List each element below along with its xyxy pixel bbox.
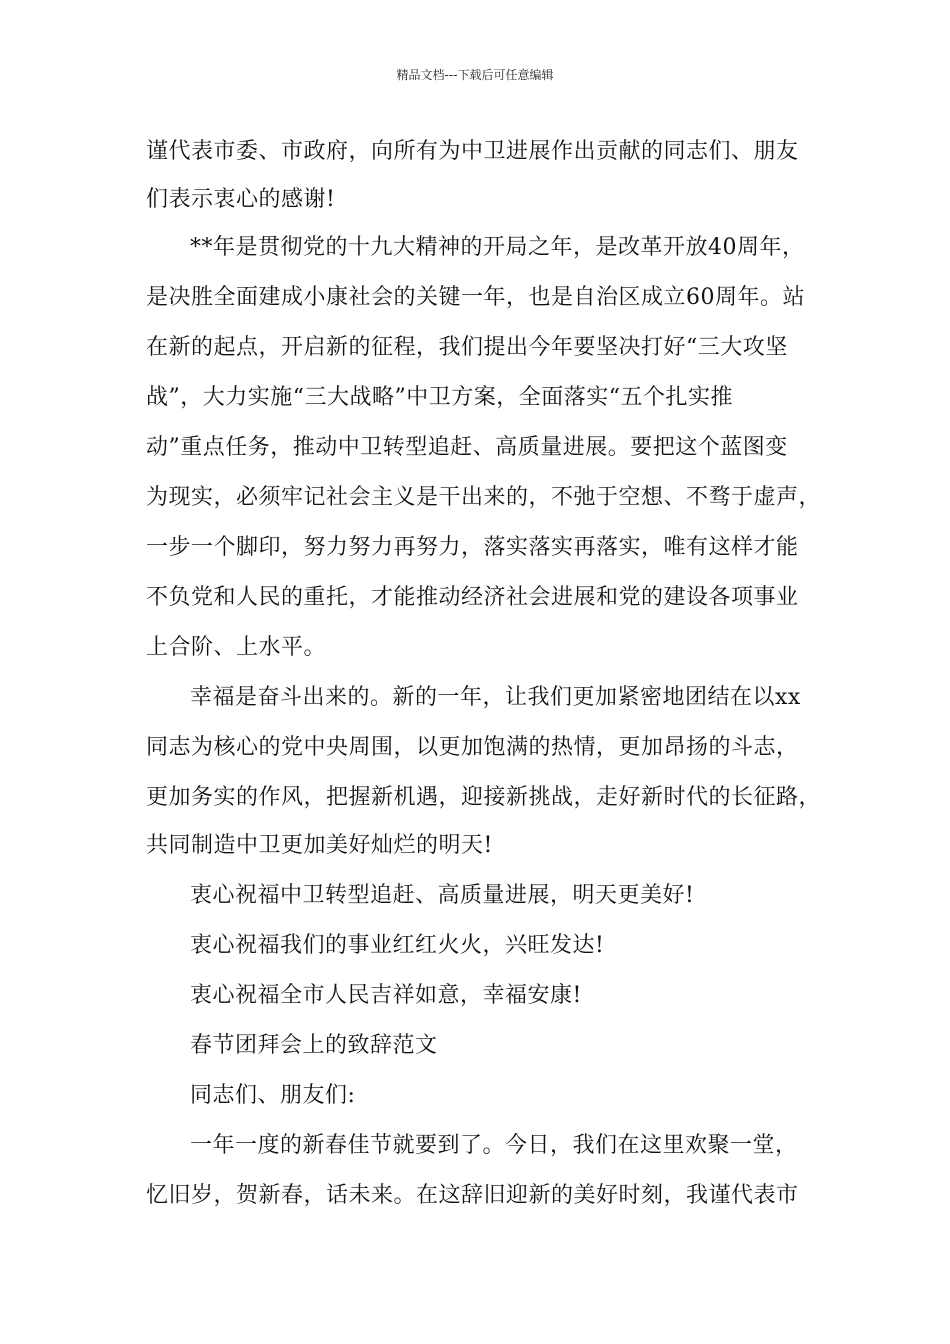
blessing-line: 衷心祝福我们的事业红红火火，兴旺发达! xyxy=(190,933,605,958)
body-line: 一步一个脚印，努力努力再努力，落实落实再落实，唯有这样才能 xyxy=(146,535,799,560)
body-line: 同志为核心的党中央周围，以更加饱满的热情，更加昂扬的斗志， xyxy=(146,735,799,760)
body-line: 上合阶、上水平。 xyxy=(146,635,327,660)
body-line: 忆旧岁，贺新春，话未来。在这辞旧迎新的美好时刻，我谨代表市 xyxy=(146,1183,799,1208)
body-line: 更加务实的作风，把握新机遇，迎接新挑战，走好新时代的长征路， xyxy=(146,785,822,810)
blessing-line: 衷心祝福全市人民吉祥如意，幸福安康! xyxy=(190,983,582,1008)
paragraph-first-line: 幸福是奋斗出来的。新的一年，让我们更加紧密地团结在以xx xyxy=(190,685,801,710)
salutation: 同志们、朋友们: xyxy=(190,1083,356,1108)
body-line: 在新的起点，开启新的征程，我们提出今年要坚决打好“三大攻坚 xyxy=(146,335,788,360)
body-line: 谨代表市委、市政府，向所有为中卫进展作出贡献的同志们、朋友 xyxy=(146,139,799,164)
paragraph-first-line: 一年一度的新春佳节就要到了。今日，我们在这里欢聚一堂， xyxy=(190,1133,798,1158)
body-line: 不负党和人民的重托，才能推动经济社会进展和党的建设各项事业 xyxy=(146,585,799,610)
body-line: 动”重点任务，推动中卫转型追赶、高质量进展。要把这个蓝图变 xyxy=(146,435,788,460)
blessing-line: 衷心祝福中卫转型追赶、高质量进展，明天更美好! xyxy=(190,883,695,908)
body-line: 为现实，必须牢记社会主义是干出来的，不弛于空想、不骛于虚声， xyxy=(146,485,822,510)
body-line: 战”，大力实施“三大战略”中卫方案，全面落实“五个扎实推 xyxy=(146,385,733,410)
body-line: 共同制造中卫更加美好灿烂的明天! xyxy=(146,833,493,858)
body-line: 们表示衷心的感谢! xyxy=(146,187,336,212)
section-title: 春节团拜会上的致辞范文 xyxy=(190,1033,438,1058)
page-header: 精品文档---下载后可任意编辑 xyxy=(396,68,554,82)
body-line: 是决胜全面建成小康社会的关键一年，也是自治区成立60周年。站 xyxy=(146,285,805,310)
paragraph-first-line: **年是贯彻党的十九大精神的开局之年，是改革开放40周年， xyxy=(190,235,805,260)
